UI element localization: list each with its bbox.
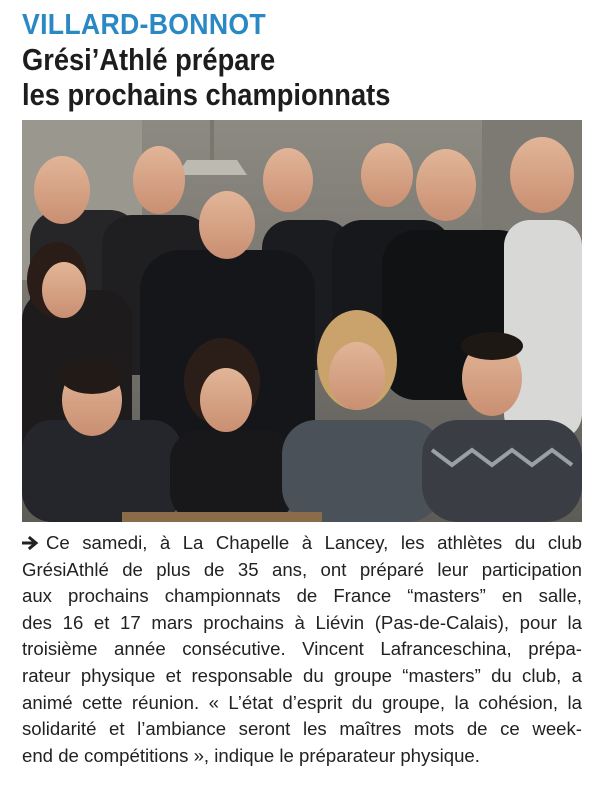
- body-line-8: solidarité et l’ambiance seront les maîtres mots de ce week-: [22, 718, 582, 740]
- group-photo-illustration: [22, 120, 582, 522]
- body-line-1-text: Ce samedi, à La Chapelle à Lancey, les athlètes du club: [46, 532, 582, 553]
- body-line-6: rateur physique et responsable du groupe “masters” du club, a: [22, 664, 582, 686]
- body-line-4: des 16 et 17 mars prochains à Liévin (Pas-de-Calais), pour la: [22, 611, 582, 633]
- body-line-3: aux prochains championnats de France “masters” en salle,: [22, 585, 582, 607]
- body-line-1: [22, 530, 582, 557]
- article-kicker: VILLARD-BONNOT: [22, 9, 266, 41]
- headline-line-1: Grési’Athlé prépare: [22, 42, 276, 77]
- group-photo: [22, 120, 582, 522]
- headline-line-2: les prochains championnats: [22, 77, 391, 112]
- body-line-2: GrésiAthlé de plus de 35 ans, ont préparé leur participation: [22, 558, 582, 580]
- body-line-5: troisième année consécutive. Vincent Lafranceschina, prépa-: [22, 638, 582, 660]
- body-line-9: end de compétitions », indique le préparateur physique.: [22, 744, 480, 766]
- article-body: [22, 530, 582, 769]
- article-header: [22, 8, 582, 112]
- body-line-7: animé cette réunion. « L’état d’esprit du groupe, la cohésion, la: [22, 691, 582, 713]
- arrow-right-icon: [22, 536, 40, 550]
